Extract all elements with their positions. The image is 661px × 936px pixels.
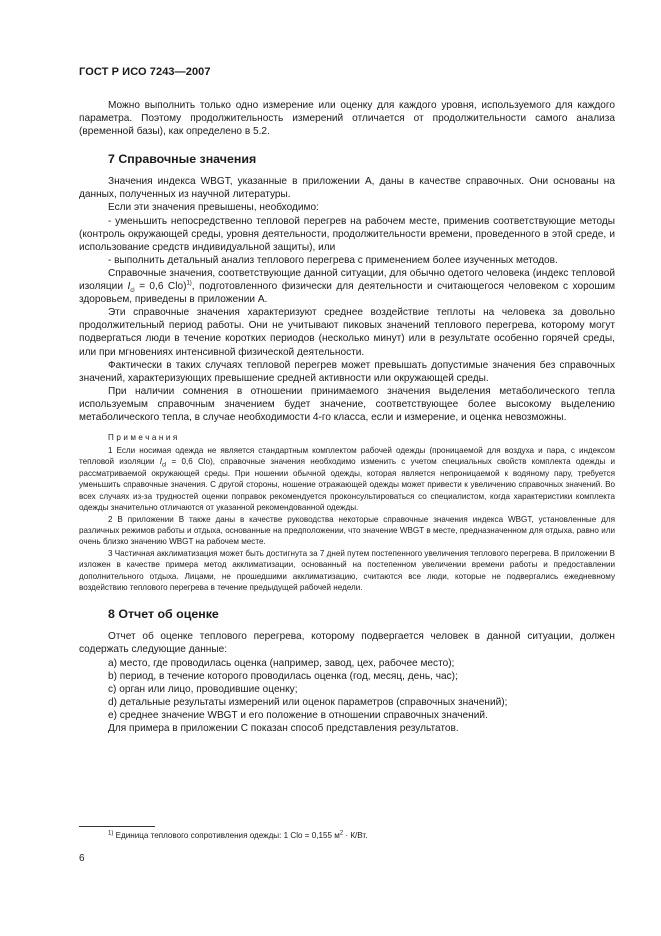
page-number: 6 — [79, 853, 85, 864]
section-7-list-item: - уменьшить непосредственно тепловой перегрев на рабочем месте, применив соответствующие методы (контроль окружающей среды, уровня деятельности, продолжительности времени, проведенного в этой среде, и использование средств индивидуальной защиты), или — [79, 215, 615, 253]
report-item-b: b) период, в течение которого проводилась оценка (год, месяц, день, час); — [108, 670, 458, 682]
report-item-a: a) место, где проводилась оценка (например, завод, цех, рабочее место); — [108, 657, 455, 669]
note-1 — [79, 445, 615, 513]
section-7-heading: 7 Справочные значения — [108, 152, 257, 167]
insulation-subscript: cl — [161, 463, 167, 470]
section-7-paragraph: При наличии сомнения в отношении принимаемого значения выделения метаболического тепла используемым справочным значением будет значение, соответствующее более высокому выделению метаболического тепла, в случае необходимости 4-го класса, если и измерение, и оценка невозможны. — [79, 385, 615, 423]
section-8-paragraph: Отчет об оценке теплового перегрева, которому подвергается человек в данной ситуации, должен содержать следующие данные: — [79, 631, 615, 656]
text-fragment: , подготовленного физически для деятельности и считающегося человеком с хорошим здоровьем, приведены в приложении А. — [79, 281, 616, 306]
footnote-divider — [79, 826, 155, 827]
report-item-d: d) детальные результаты измерений или оценок параметров (справочных значений); — [108, 696, 508, 708]
text-fragment: Справочные значения, соответствующие данной ситуации, для обычно одетого человека (индекс тепловой изоляции — [79, 267, 615, 293]
section-7-list-item: - выполнить детальный анализ теплового перегрева с применением более изученных методов. — [108, 254, 558, 266]
section-7-paragraph: Значения индекса WBGT, указанные в приложении А, даны в качестве справочных. Они основаны на данных, полученных из научной литературы. — [79, 176, 615, 201]
note-3: 3 Частичная акклиматизация может быть достигнута за 7 дней путем постепенного увеличения теплового перегрева. В приложении В изложен в качестве примера метод акклиматизации, основанный на постепенном увеличении времени работы и предоставлении дополнительного отдыха. Лицами, не прошедшими акклиматизацию, считаются все люди, которые не подвергались ежедневному воздействию теплового перегрева в течение предыдущей рабочей недели. — [79, 548, 615, 592]
superscript: 2 — [339, 830, 344, 837]
section-7-paragraph — [79, 267, 615, 306]
insulation-variable: I — [159, 457, 162, 467]
insulation-subscript: cl — [130, 288, 135, 295]
intro-paragraph: Можно выполнить только одно измерение или оценку для каждого уровня, используемого для каждого параметра. Поэтому продолжительность измерений отличается от продолжительности самого анализа (временной базы), как определено в 5.2. — [79, 100, 615, 138]
section-8-paragraph: Для примера в приложении С показан способ представления результатов. — [108, 723, 459, 734]
footnote-mark: 1) — [108, 830, 114, 837]
report-item-c: c) орган или лицо, проводившие оценку; — [108, 683, 298, 695]
insulation-variable: I — [127, 281, 131, 293]
text-fragment: = 0,6 Clo) — [134, 281, 187, 293]
note-2: 2 В приложении В также даны в качестве руководства некоторые справочные значения индекса WBGT, установленные для различных режимов работы и отдыха, основанные на предположении, что значение WBGT в месте, предназначенном для отдыха, равно или очень близко значению WBGT на рабочем месте. — [79, 514, 615, 547]
notes-title: Примечания — [108, 433, 180, 443]
document-header: ГОСТ Р ИСО 7243—2007 — [79, 66, 211, 78]
section-7-paragraph: Эти справочные значения характеризуют среднее воздействие теплоты на человека за довольно продолжительный период работы. Они не учитывают пиковых значений теплового перегрева, которому могут подвергаться люди в течение коротких периодов (несколько минут) или в результате особенно горячей среды, или при мгновениях интенсивной физической деятельности. — [79, 307, 615, 358]
section-7-paragraph: Фактически в таких случаях тепловой перегрев может превышать допустимые значения без справочных значений, характеризующих превышение средней активности или окружающей среды. — [79, 359, 615, 384]
text-fragment: = 0,6 Clo), справочные значения необходимо изменить с учетом специальных свойств комплекта одежды и рассматриваемой окружающей среды. При ношении обычной одежды, которая является непроницаемой к водяному пару, требуется уменьшить справочные значения. С другой стороны, ношение отражающей одежды может привести к увеличению справочных значений. Во всех случаях из-за трудностей оценки поправок рекомендуется проконсультироваться со специалистом, когда характеристики комплекта одежды значительно отличаются от указанной рекомендованной одежды. — [79, 457, 615, 513]
text-fragment: · К/Вт. — [343, 831, 368, 840]
footnote — [108, 831, 367, 840]
section-7-paragraph: Если эти значения превышены, необходимо: — [108, 202, 319, 214]
document-body — [79, 99, 615, 735]
section-8-heading: 8 Отчет об оценке — [108, 607, 219, 622]
footnote-ref[interactable]: 1) — [186, 280, 192, 287]
text-fragment: 1 Если носимая одежда не является стандартным комплектом рабочей одежды (проницаемой для воздуха и пара, с индексом тепловой изоляции — [79, 446, 615, 467]
report-item-e: e) среднее значение WBGT и его положение в отношении справочных значений. — [108, 709, 488, 721]
text-fragment: Единица теплового сопротивления одежды: 1 Clo = 0,155 м — [113, 831, 340, 840]
